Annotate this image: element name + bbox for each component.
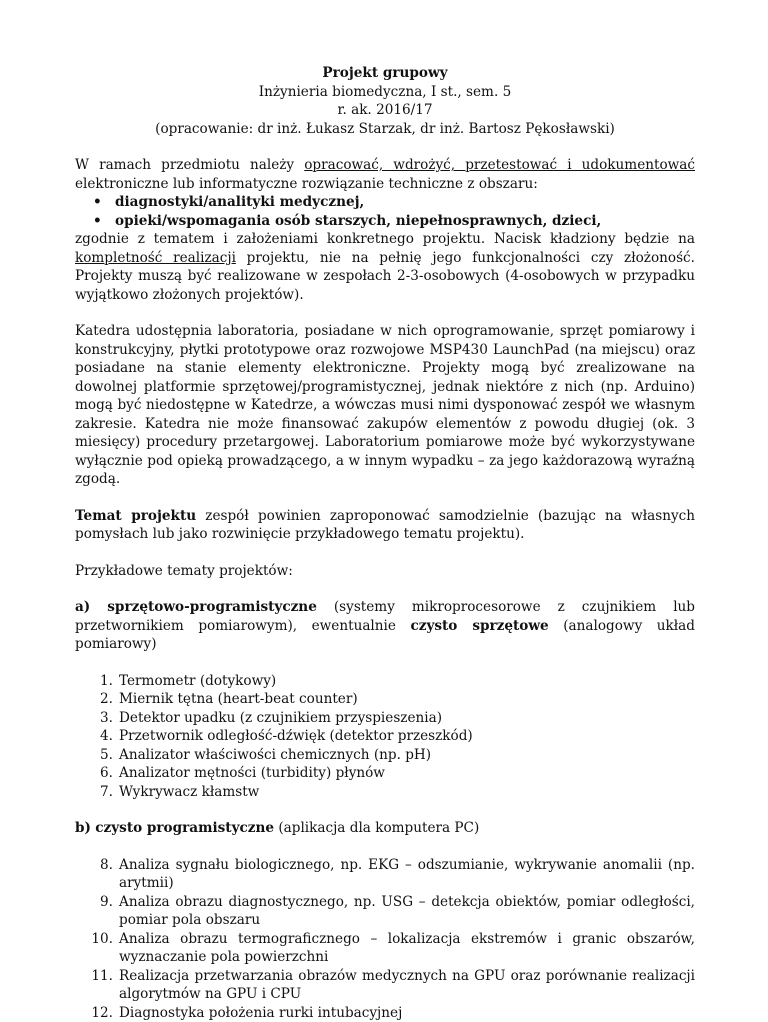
list-item: [75, 893, 695, 930]
list-item: [75, 1004, 695, 1022]
list-item-text: Detektor upadku (z czujnikiem przyspieszenia): [119, 710, 442, 726]
list-item-text: Analiza sygnału biologicznego, np. EKG – odszumianie, wykrywanie anomalii (np. arytmii): [119, 857, 695, 892]
list-item: [75, 690, 695, 709]
section-a-list: [75, 672, 695, 802]
section-a-text-1: (systemy mikroprocesorowe z czujnikiem lub przetwornikiem pomiarowym), ewentualnie: [75, 599, 695, 634]
intro-underlined-tasks: opracować, wdrożyć, przetestować i udokumentować: [304, 157, 695, 173]
list-item-number: 7.: [75, 783, 113, 802]
topic-paragraph: [75, 507, 695, 544]
course-name: Inżynieria biomedyczna, I st., sem. 5: [75, 83, 695, 102]
scope-item: [93, 212, 695, 231]
list-item-number: 5.: [75, 746, 113, 765]
scope-item-text: opieki/wspomagania osób starszych, niepełnosprawnych, dzieci,: [115, 213, 601, 229]
list-item: [75, 967, 695, 1004]
section-a-label: a): [75, 599, 90, 615]
topic-bold: Temat projektu: [75, 508, 196, 524]
examples-heading: Przykładowe tematy projektów:: [75, 562, 695, 581]
intro-text-4: projektu, nie na pełnię jego funkcjonalności czy złożoność. Projekty muszą być realizowane w zespołach 2-3-osobowych (4-osobowych w przypadku wyjątkowo złożonych projektów).: [75, 250, 695, 303]
list-item-text: Realizacja przetwarzania obrazów medycznych na GPU oraz porównanie realizacji algorytmów na GPU i CPU: [119, 968, 695, 1003]
bullet-glyph: •: [93, 212, 102, 231]
list-item-number: 2.: [75, 690, 113, 709]
list-item-text: Analizator właściwości chemicznych (np. pH): [119, 747, 431, 763]
list-item: [75, 930, 695, 967]
list-item-number: 1.: [75, 672, 113, 691]
list-item: [75, 727, 695, 746]
section-b-label: b): [75, 820, 91, 836]
intro-paragraph: [75, 156, 695, 193]
authors: (opracowanie: dr inż. Łukasz Starzak, dr inż. Bartosz Pękosławski): [75, 120, 695, 139]
section-b-text: (aplikacja dla komputera PC): [274, 820, 479, 836]
list-item: [75, 672, 695, 691]
document-title: Projekt grupowy: [75, 64, 695, 83]
section-a-text-2: (analogowy układ pomiarowy): [75, 618, 695, 653]
topic-text: zespół powinien zaproponować samodzielnie (bazując na własnych pomysłach lub jako rozwinięcie przykładowego tematu projektu).: [75, 508, 695, 543]
list-item-number: 4.: [75, 727, 113, 746]
list-item: [75, 746, 695, 765]
list-item-number: 12.: [75, 1004, 113, 1022]
list-item: [75, 783, 695, 802]
scope-item-text: diagnostyki/analityki medycznej,: [115, 194, 364, 210]
scope-list: [75, 193, 695, 230]
intro-continuation: [75, 230, 695, 304]
list-item-number: 9.: [75, 893, 113, 912]
scope-item: [93, 193, 695, 212]
list-item-text: Przetwornik odległość-dźwięk (detektor przeszkód): [119, 728, 473, 744]
list-item-number: 6.: [75, 764, 113, 783]
intro-text-2: elektroniczne lub informatyczne rozwiązanie techniczne z obszaru:: [75, 176, 538, 192]
intro-text-1: W ramach przedmiotu należy: [75, 157, 304, 173]
list-item-number: 10.: [75, 930, 113, 949]
intro-underlined-completeness: kompletność realizacji: [75, 250, 236, 266]
list-item-text: Analizator mętności (turbidity) płynów: [119, 765, 385, 781]
section-a-heading: [75, 598, 695, 654]
document-header: [75, 64, 695, 138]
list-item-number: 11.: [75, 967, 113, 986]
list-item-text: Diagnostyka położenia rurki intubacyjnej: [119, 1005, 402, 1021]
bullet-glyph: •: [93, 193, 102, 212]
list-item-text: Miernik tętna (heart-beat counter): [119, 691, 358, 707]
list-item: [75, 709, 695, 728]
section-a-bold-2: czysto sprzętowe: [410, 618, 548, 634]
document-page: [75, 64, 695, 1022]
intro-text-3: zgodnie z tematem i założeniami konkretnego projektu. Nacisk kładziony będzie na: [75, 231, 695, 247]
list-item: [75, 764, 695, 783]
list-item-number: 3.: [75, 709, 113, 728]
department-paragraph: Katedra udostępnia laboratoria, posiadane w nich oprogramowanie, sprzęt pomiarowy i konstrukcyjny, płytki prototypowe oraz rozwojowe MSP430 LaunchPad (na miejscu) oraz posiadane na stanie elementy elektroniczne. Projekty mogą być zrealizowane na dowolnej platformie sprzętowej/programistycznej, jednak niektóre z nich (np. Arduino) mogą być niedostępne w Katedrze, a wówczas musi nimi dysponować zespół we własnym zakresie. Katedra nie może finansować zakupów elementów z powodu długiej (ok. 3 miesięcy) procedury przetargowej. Laboratorium pomiarowe może być wykorzystywane wyłącznie pod opieką prowadzącego, a w innym wypadku – za jego każdorazową wyraźną zgodą.: [75, 322, 695, 489]
section-b-bold: czysto programistyczne: [95, 820, 274, 836]
section-b-heading: [75, 819, 695, 838]
list-item-text: Analiza obrazu termograficznego – lokalizacja ekstremów i granic obszarów, wyznaczanie pola powierzchni: [119, 931, 695, 966]
list-item: [75, 856, 695, 893]
section-b-list: [75, 856, 695, 1022]
list-item-text: Termometr (dotykowy): [119, 673, 276, 689]
list-item-text: Wykrywacz kłamstw: [119, 784, 259, 800]
section-a-bold-1: sprzętowo-programistyczne: [107, 599, 317, 615]
academic-year: r. ak. 2016/17: [75, 101, 695, 120]
list-item-number: 8.: [75, 856, 113, 875]
list-item-text: Analiza obrazu diagnostycznego, np. USG – detekcja obiektów, pomiar odległości, pomiar pola obszaru: [119, 894, 695, 929]
